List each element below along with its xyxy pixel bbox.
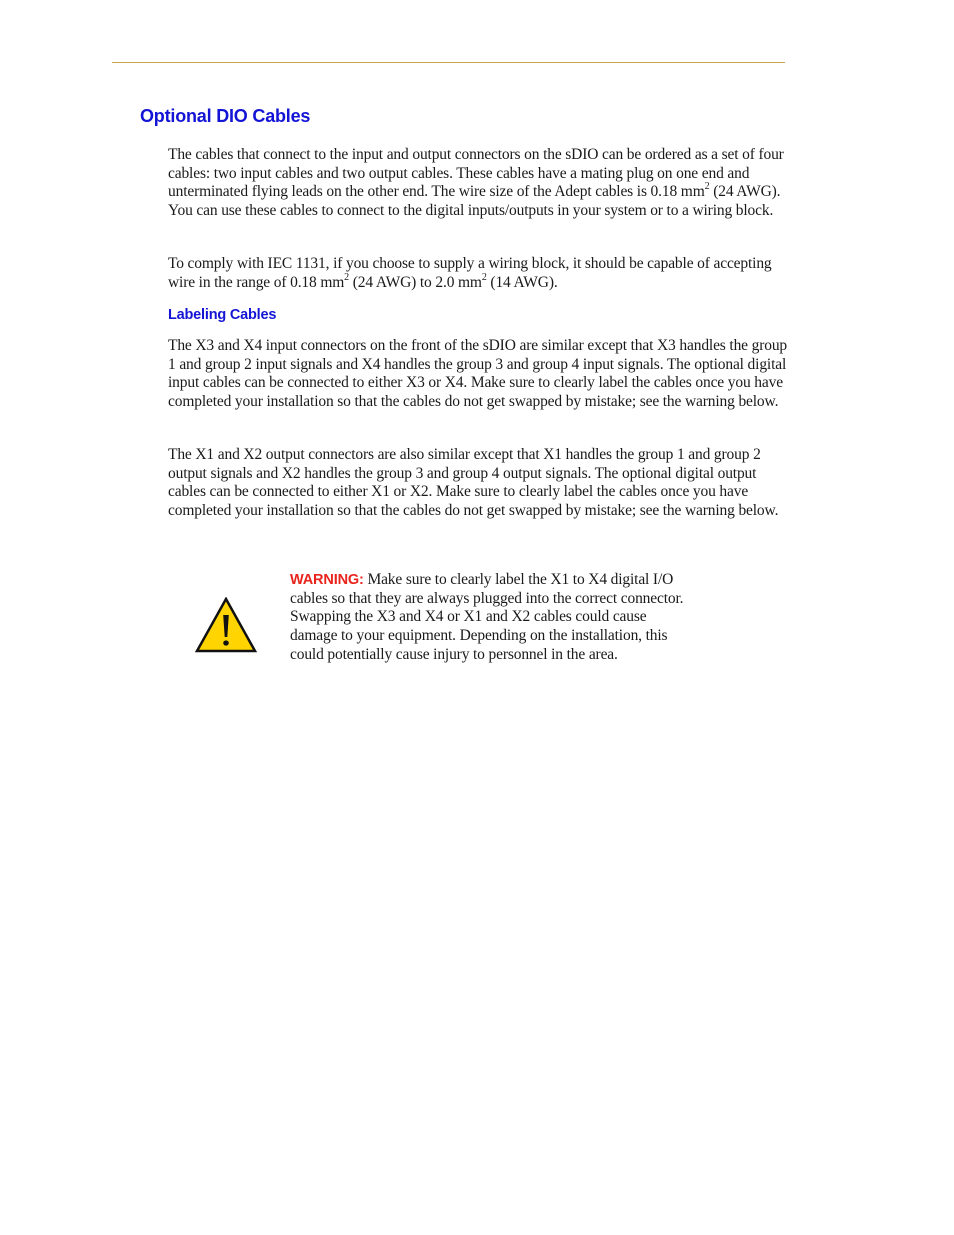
para2-text-a: To comply with IEC 1131, if you choose to supply a wiring block, it should be capable of accepting wire in the range of 0.18 mm — [168, 255, 772, 291]
para2-text-b: (24 AWG) to 2.0 mm — [349, 273, 482, 291]
para2-text-c: (14 AWG). — [486, 273, 558, 291]
paragraph-cables-description — [168, 146, 788, 221]
para2-sup-b: 2 — [481, 271, 487, 283]
paragraph-iec-compliance — [168, 255, 788, 292]
header-rule — [112, 62, 785, 63]
warning-body: Make sure to clearly label the X1 to X4 digital I/O cables so that they are always plugged into the correct connector. Swapping the X3 and X4 or X1 and X2 cables could cause damage to your equipment. Depending on the installation, this could potentially cause injury to personnel in the area. — [290, 571, 684, 663]
subsection-heading: Labeling Cables — [168, 307, 277, 323]
paragraph-output-connectors: The X1 and X2 output connectors are also similar except that X1 handles the group 1 and group 2 output signals and X2 handles the group 3 and group 4 output signals. The optional digital output cables can be connected to either X1 or X2. Make sure to clearly label the cables once you have completed your installation so that the cables do not get swapped by mistake; see the warning below. — [168, 446, 779, 520]
section-heading: Optional DIO Cables — [140, 106, 311, 126]
para1-text-b: (24 AWG). You can use these cables to connect to the digital inputs/outputs in your system or to a wiring block. — [168, 183, 781, 220]
warning-message — [290, 571, 695, 665]
para2-sup-a: 2 — [344, 271, 350, 283]
paragraph-input-connectors: The X3 and X4 input connectors on the front of the sDIO are similar except that X3 handles the group 1 and group 2 input signals and X4 handles the group 3 and group 4 input signals. The optional digital input cables can be connected to either X3 or X4. Make sure to clearly label the cables once you have completed your installation so that the cables do not get swapped by mistake; see the warning below. — [168, 337, 788, 411]
warning-triangle-icon — [195, 597, 257, 653]
para1-sup: 2 — [704, 181, 710, 193]
warning-label: WARNING: — [290, 572, 364, 588]
para1-text-a: The cables that connect to the input and output connectors on the sDIO can be ordered as a set of four cables: two input cables and two output cables. These cables have a mating plug on one end and unterminated flying leads on the other end. The wire size of the Adept cables is 0.18 mm — [168, 146, 784, 201]
